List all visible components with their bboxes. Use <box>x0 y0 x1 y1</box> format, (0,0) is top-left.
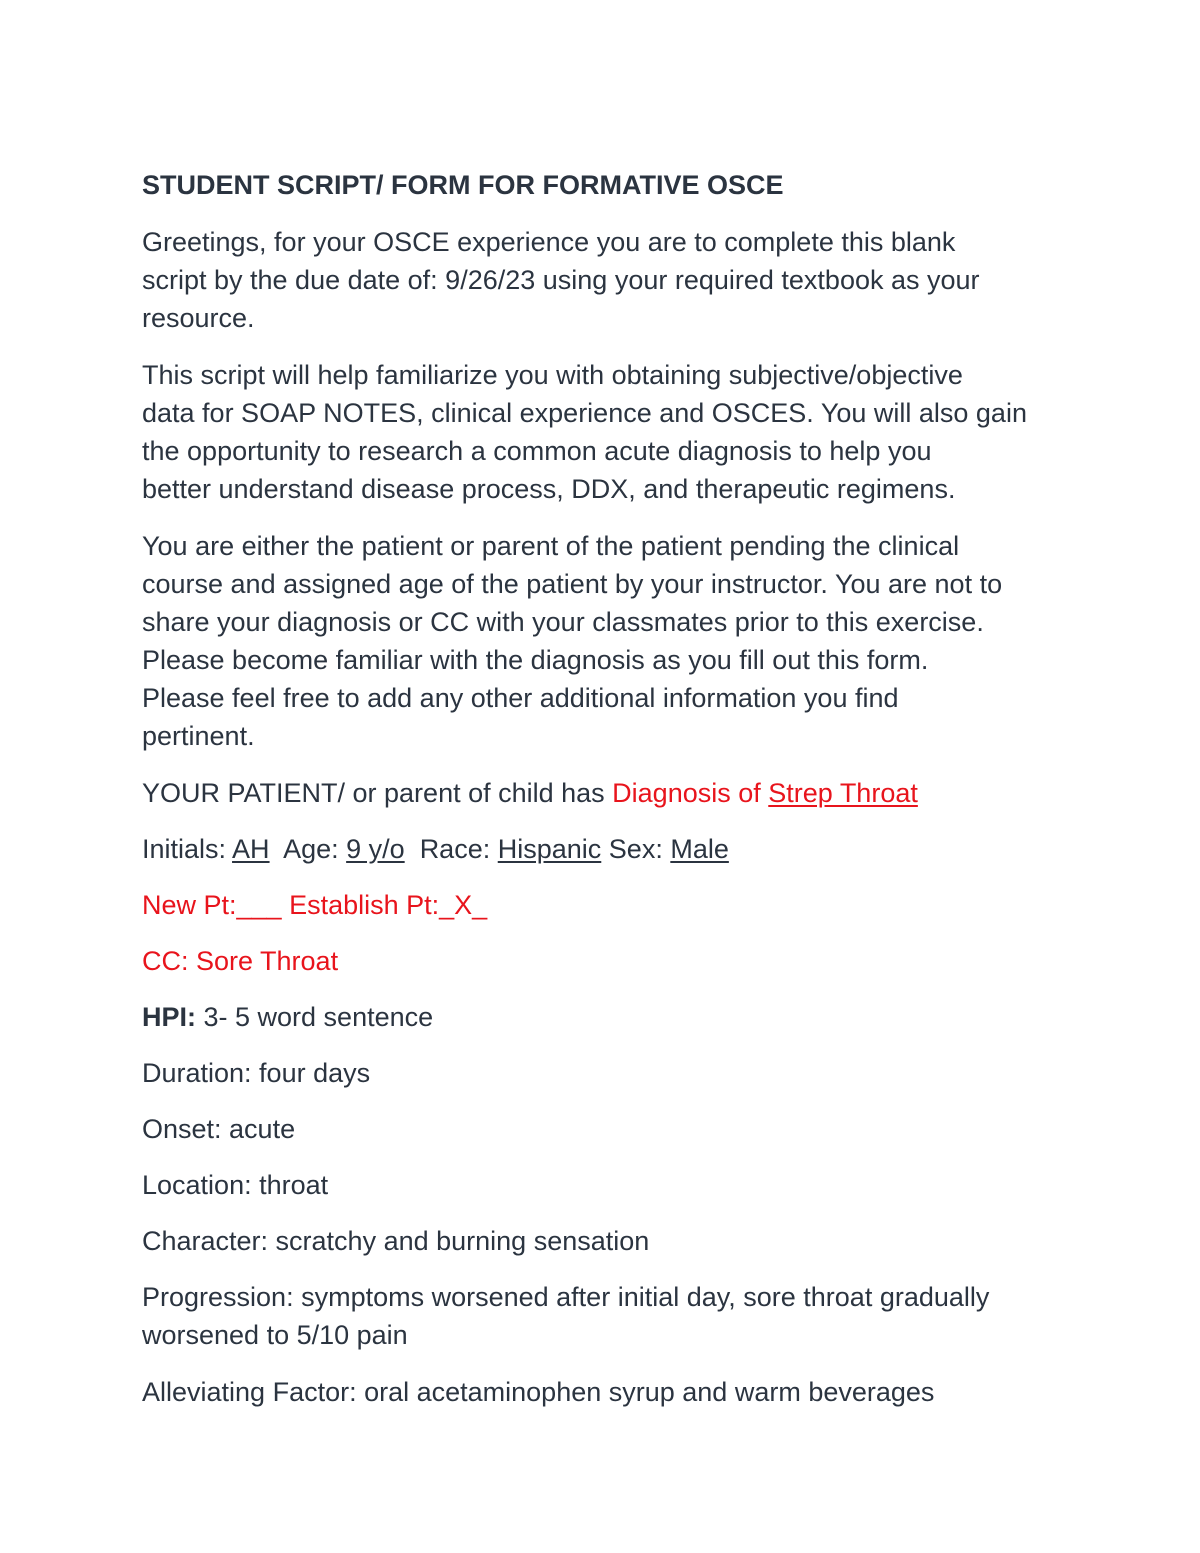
intro-line-2: script by the due date of: 9/26/23 using your required textbook as your <box>142 265 980 295</box>
demographics-line <box>142 830 1080 868</box>
hpi-line <box>142 998 1080 1036</box>
duration-line: Duration: four days <box>142 1058 371 1088</box>
alleviating-line: Alleviating Factor: oral acetaminophen syrup and warm beverages <box>142 1377 935 1407</box>
para3-line-1: You are either the patient or parent of the patient pending the clinical <box>142 531 960 561</box>
para3-line-4: Please become familiar with the diagnosis as you fill out this form. <box>142 645 929 675</box>
location-line: Location: throat <box>142 1170 329 1200</box>
sex-value: Male <box>670 834 729 864</box>
sex-label: Sex: <box>608 834 671 864</box>
progression-line-2: worsened to 5/10 pain <box>142 1320 408 1350</box>
document-title: STUDENT SCRIPT/ FORM FOR FORMATIVE OSCE <box>142 170 784 200</box>
age-label: Age: <box>283 834 347 864</box>
age-value: 9 y/o <box>346 834 405 864</box>
diagnosis-label: Diagnosis of <box>612 778 769 808</box>
patient-type-line: New Pt:___ Establish Pt:_X_ <box>142 890 488 920</box>
para3-line-6: pertinent. <box>142 721 255 751</box>
hpi-label: HPI: <box>142 1002 196 1032</box>
para3-line-3: share your diagnosis or CC with your classmates prior to this exercise. <box>142 607 984 637</box>
initials-value: AH <box>232 834 270 864</box>
para2-line-3: the opportunity to research a common acute diagnosis to help you <box>142 436 932 466</box>
race-value: Hispanic <box>497 834 602 864</box>
hpi-value: 3- 5 word sentence <box>196 1002 434 1032</box>
diagnosis-value: Strep Throat <box>768 778 918 808</box>
progression-line-1: Progression: symptoms worsened after initial day, sore throat gradually <box>142 1282 990 1312</box>
intro-line-3: resource. <box>142 303 255 333</box>
para2-line-4: better understand disease process, DDX, and therapeutic regimens. <box>142 474 956 504</box>
intro-line-1: Greetings, for your OSCE experience you are to complete this blank <box>142 227 956 257</box>
patient-line <box>142 774 1080 812</box>
race-label: Race: <box>419 834 498 864</box>
para3-line-5: Please feel free to add any other additional information you find <box>142 683 899 713</box>
patient-line-prefix: YOUR PATIENT/ or parent of child has <box>142 778 613 808</box>
para2-line-1: This script will help familiarize you with obtaining subjective/objective <box>142 360 963 390</box>
para2-line-2: data for SOAP NOTES, clinical experience and OSCES. You will also gain <box>142 398 1027 428</box>
initials-label: Initials: <box>142 834 233 864</box>
character-line: Character: scratchy and burning sensation <box>142 1226 650 1256</box>
chief-complaint: CC: Sore Throat <box>142 946 339 976</box>
onset-line: Onset: acute <box>142 1114 296 1144</box>
para3-line-2: course and assigned age of the patient by your instructor. You are not to <box>142 569 1003 599</box>
